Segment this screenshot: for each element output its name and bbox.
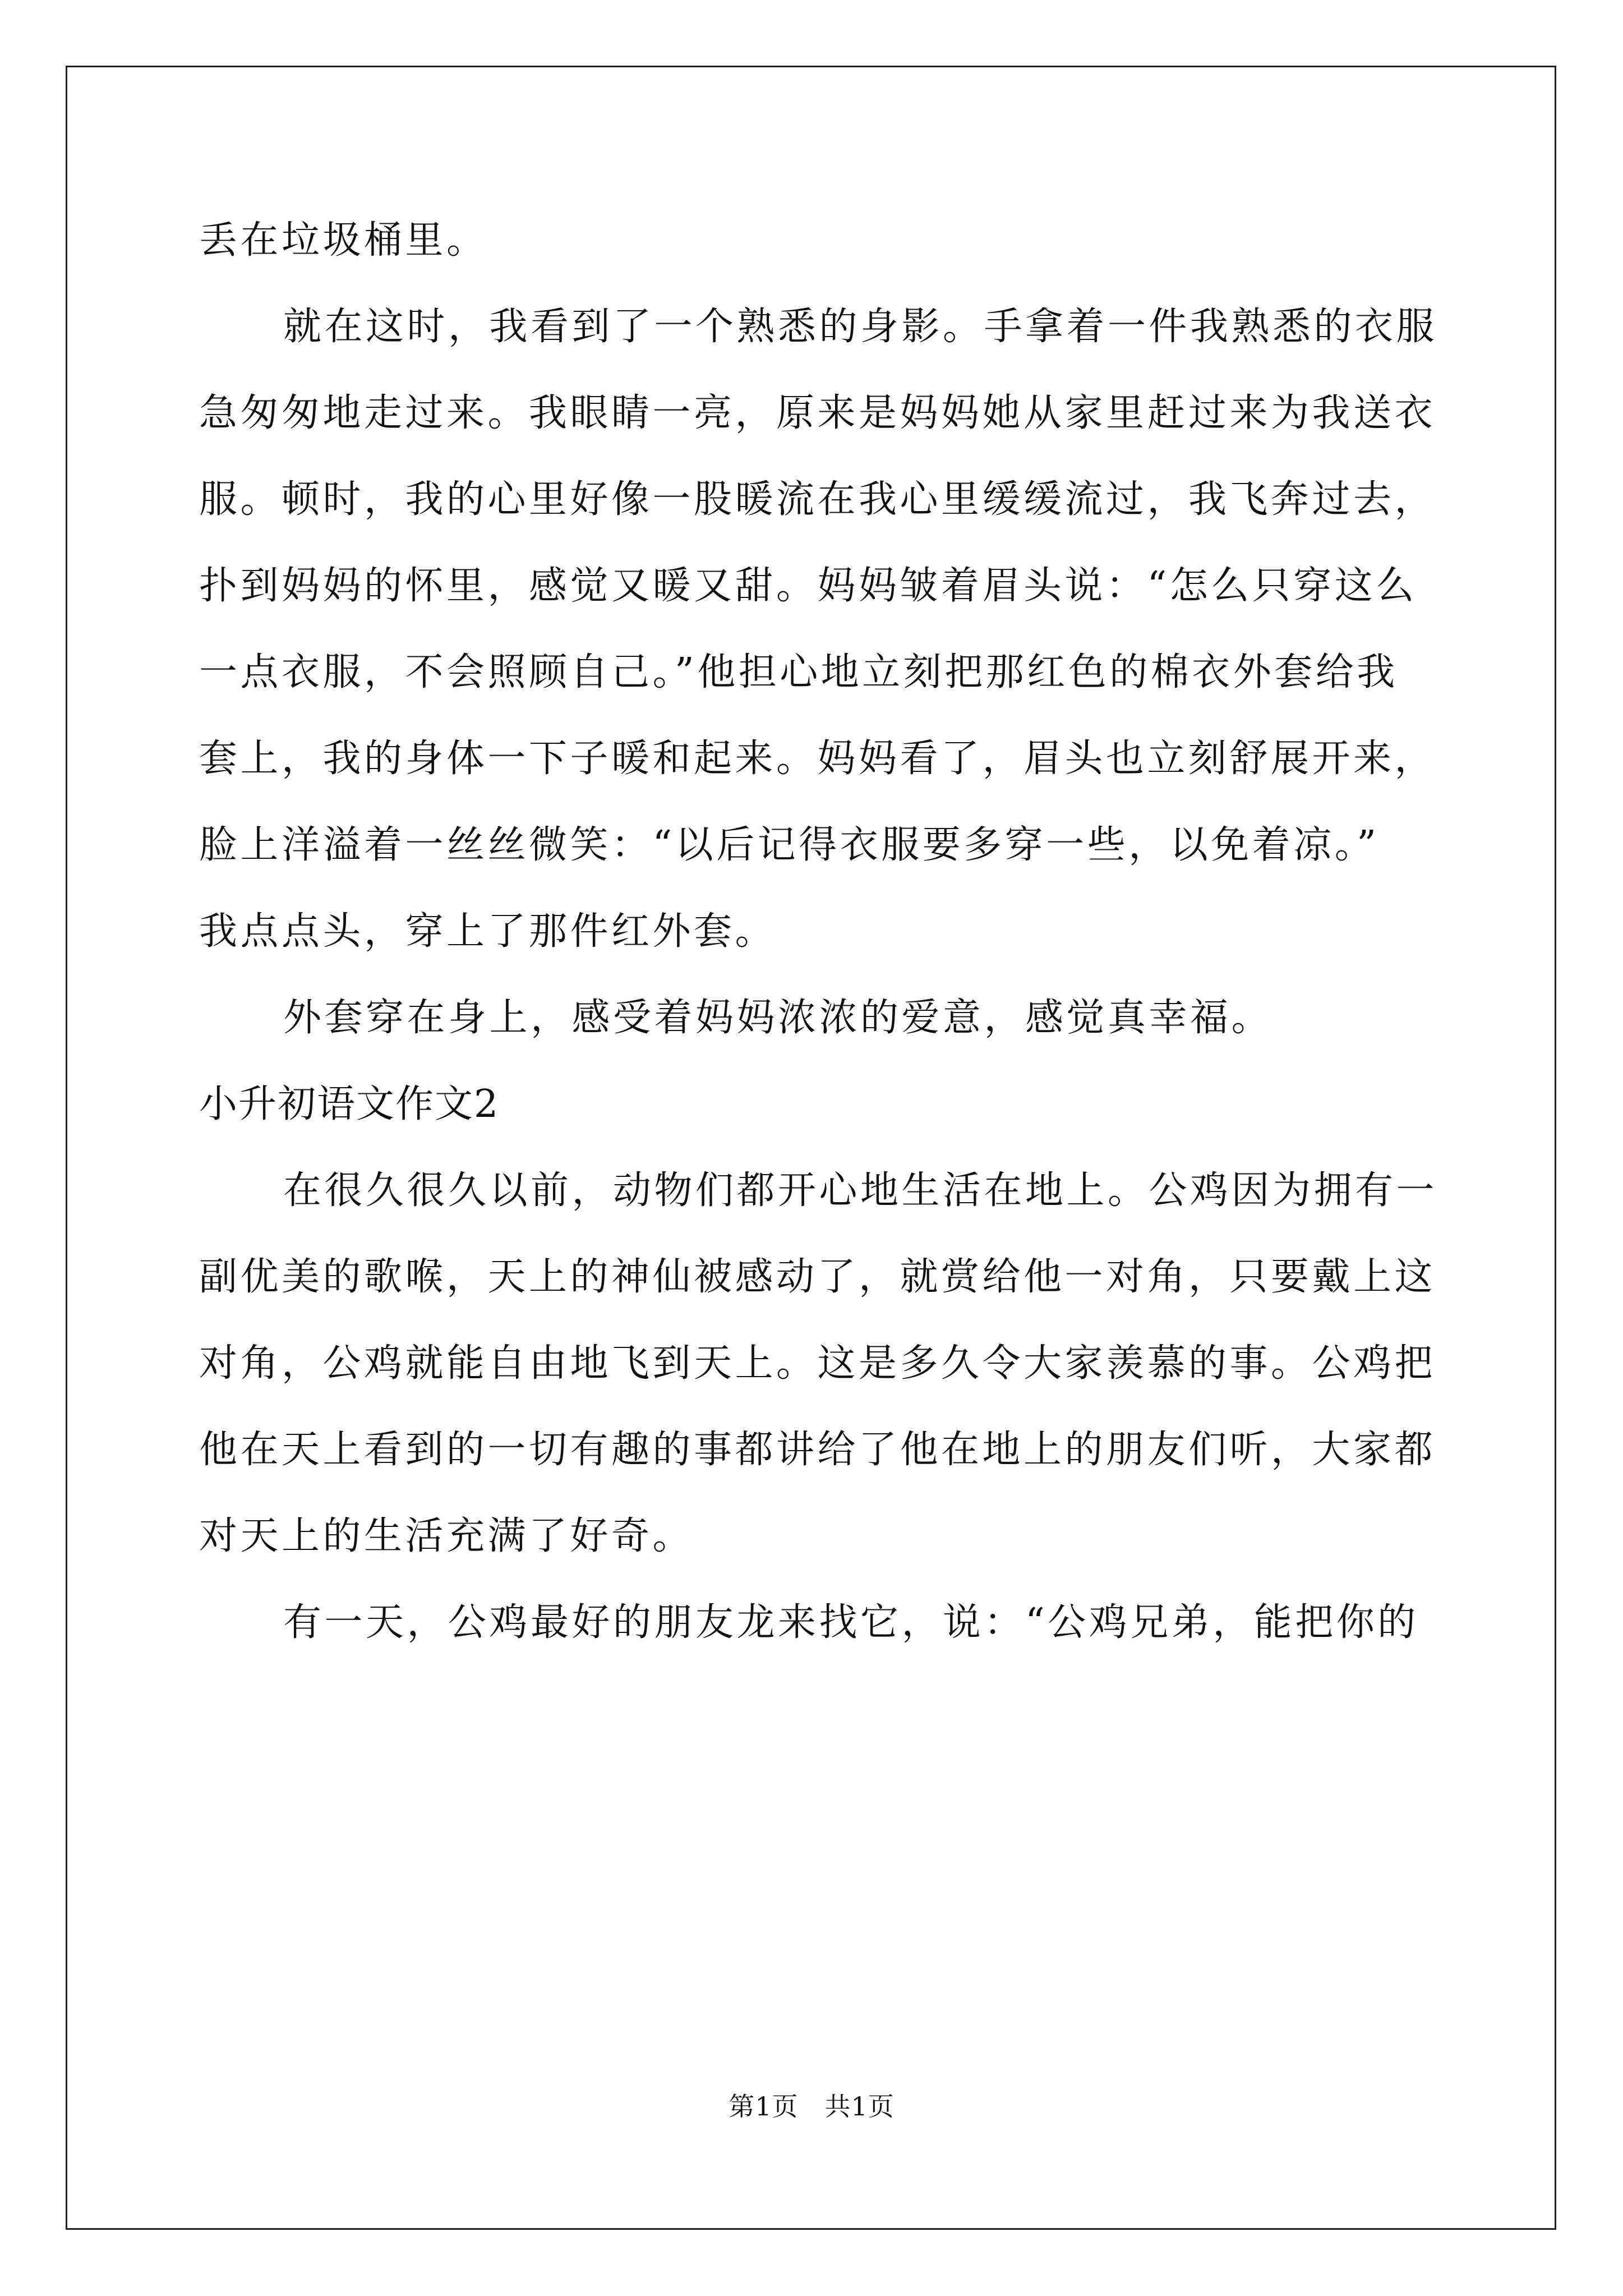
text-line: 脸上洋溢着一丝丝微笑：“以后记得衣服要多穿一些，以免着凉。” [199,823,1380,867]
page-number-footer: 第1页 共1页 [728,2091,895,2122]
text-line: 他在天上看到的一切有趣的事都讲给了他在地上的朋友们听，大家都 [199,1428,1436,1472]
text-line: 外套穿在身上，感受着妈妈浓浓的爱意，感觉真幸福。 [283,996,1273,1040]
text-line: 一点衣服，不会照顾自己。”他担心地立刻把那红色的棉衣外套给我 [199,650,1398,694]
text-line: 副优美的歌喉，天上的神仙被感动了，就赏给他一对角，只要戴上这 [199,1255,1436,1299]
text-line: 对角，公鸡就能自由地飞到天上。这是多久令大家羡慕的事。公鸡把 [199,1341,1436,1386]
section-heading: 小升初语文作文2 [199,1082,500,1126]
text-line: 扑到妈妈的怀里，感觉又暖又甜。妈妈皱着眉头说：“怎么只穿这么 [199,564,1417,608]
text-line: 有一天，公鸡最好的朋友龙来找它，说：“公鸡兄弟，能把你的 [283,1600,1419,1645]
text-line: 丢在垃圾桶里。 [199,218,488,263]
text-line: 急匆匆地走过来。我眼睛一亮，原来是妈妈她从家里赶过来为我送衣 [199,391,1436,435]
text-line: 服。顿时，我的心里好像一股暖流在我心里缓缓流过，我飞奔过去， [199,477,1436,522]
text-line: 对天上的生活充满了好奇。 [199,1514,694,1558]
text-line: 在很久很久以前，动物们都开心地生活在地上。公鸡因为拥有一 [283,1168,1438,1213]
text-line: 我点点头，穿上了那件红外套。 [199,909,777,954]
document-body [199,197,1438,1666]
text-line: 就在这时，我看到了一个熟悉的身影。手拿着一件我熟悉的衣服 [283,305,1438,349]
text-line: 套上，我的身体一下子暖和起来。妈妈看了，眉头也立刻舒展开来， [199,737,1436,781]
